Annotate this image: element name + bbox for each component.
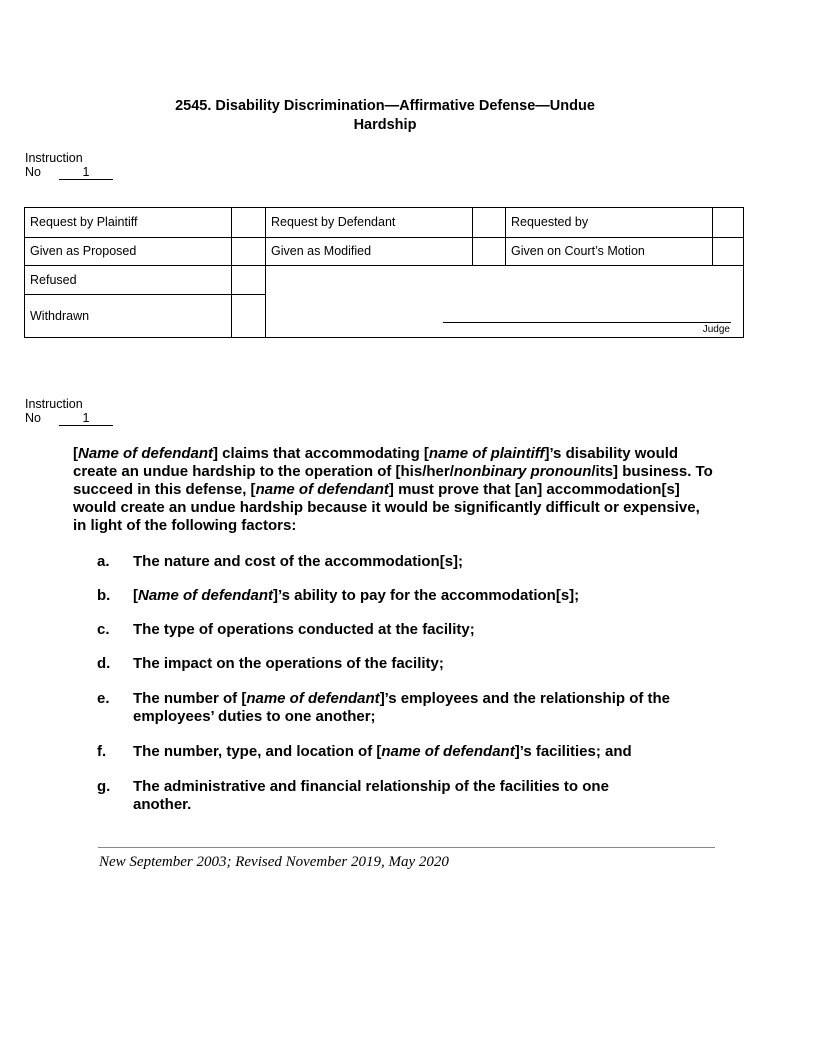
list-item-text: The number of [name of defendant]’s employees and the relationship of the employees’ duties to one another; <box>133 690 671 725</box>
instruction-number-value: 1 <box>59 166 113 180</box>
requested-by-box[interactable] <box>713 209 744 237</box>
title-line-2: Hardship <box>353 117 417 133</box>
disposition-form <box>24 207 744 338</box>
request-by-defendant-label: Request by Defendant <box>271 215 396 229</box>
request-by-plaintiff-label: Request by Plaintiff <box>30 215 138 229</box>
list-item-letter: d. <box>97 655 111 672</box>
list-item-letter: e. <box>97 690 110 707</box>
title-line-1: 2545. Disability Discrimination—Affirmative Defense—Undue <box>175 98 595 114</box>
no-label: No <box>25 411 41 425</box>
instruction-label: Instruction <box>25 397 83 411</box>
list-item-letter: g. <box>97 778 111 795</box>
judge-label: Judge <box>702 324 730 335</box>
given-as-proposed-label: Given as Proposed <box>30 244 137 258</box>
list-item-text: The number, type, and location of [name of defendant]’s facilities; and <box>133 743 632 760</box>
given-on-courts-motion-box[interactable] <box>713 238 744 265</box>
instruction-number-bottom <box>25 397 113 426</box>
request-by-plaintiff-box[interactable] <box>232 209 265 237</box>
instruction-number-value: 1 <box>59 412 113 426</box>
list-item-letter: a. <box>97 553 110 570</box>
withdrawn-label: Withdrawn <box>30 309 90 323</box>
given-on-courts-motion-label: Given on Court’s Motion <box>511 244 645 258</box>
list-item-letter: b. <box>97 587 111 604</box>
list-item-letter: c. <box>97 621 110 638</box>
instruction-title <box>150 97 620 135</box>
list-item-text: The administrative and financial relationship of the facilities to one another. <box>133 778 609 813</box>
list-item-text: The nature and cost of the accommodation[s]; <box>133 553 464 570</box>
given-as-modified-label: Given as Modified <box>271 244 372 258</box>
list-item-text: The impact on the operations of the facility; <box>133 655 444 672</box>
instruction-number-top <box>25 151 113 180</box>
refused-box[interactable] <box>232 266 265 294</box>
request-by-defendant-box[interactable] <box>473 209 505 237</box>
given-as-proposed-box[interactable] <box>232 238 265 265</box>
refused-label: Refused <box>30 273 77 287</box>
list-item-letter: f. <box>97 743 107 760</box>
no-label: No <box>25 165 41 179</box>
list-item-text: The type of operations conducted at the facility; <box>133 621 475 638</box>
given-as-modified-box[interactable] <box>473 238 505 265</box>
withdrawn-box[interactable] <box>232 295 265 338</box>
requested-by-label: Requested by <box>511 215 589 229</box>
instruction-label: Instruction <box>25 151 83 165</box>
judge-signature-line[interactable] <box>443 322 731 323</box>
list-item-text: [Name of defendant]’s ability to pay for the accommodation[s]; <box>133 587 580 604</box>
instruction-paragraph: [Name of defendant] claims that accommodating [name of plaintiff]’s disability would create an undue hardship to the operation of [his/her/nonbinary pronoun/its] business. To succeed in this defense, [name of defendant] must prove that [an] accommodation[s] would create an undue hardship because it would be significantly difficult or expensive, in light of the following factors: <box>73 445 713 534</box>
revision-history: New September 2003; Revised November 2019, May 2020 <box>99 854 449 870</box>
section-divider <box>98 847 715 848</box>
